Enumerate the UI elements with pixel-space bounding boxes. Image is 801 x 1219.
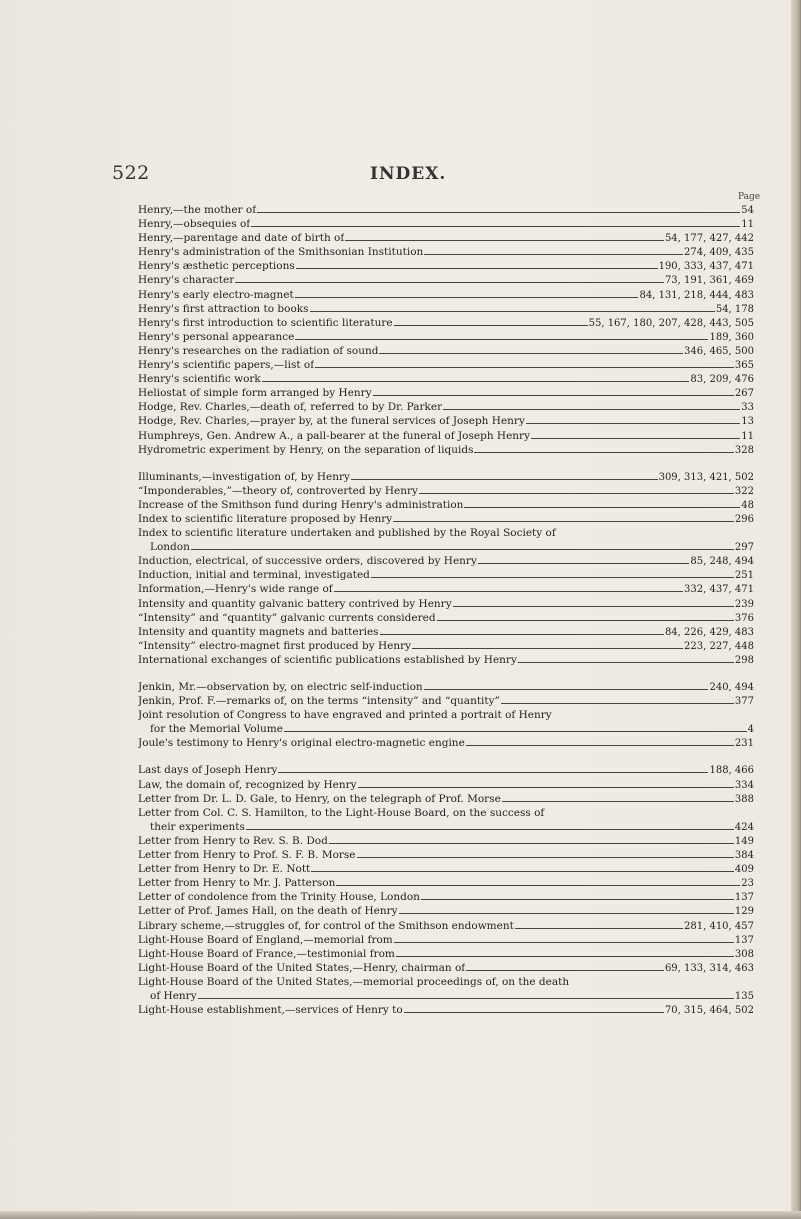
index-entry — [138, 344, 754, 358]
entry-page-numbers: 189, 360 — [709, 331, 754, 343]
entry-text: “Intensity” and “quantity” galvanic currents considered — [138, 611, 436, 624]
dot-leader — [393, 521, 734, 522]
entry-text: Henry,—the mother of — [138, 204, 257, 216]
index-entry — [138, 961, 754, 975]
dot-leader — [396, 956, 734, 957]
index-entry — [138, 414, 754, 428]
entry-continuation-text: for the Memorial Volume — [150, 723, 283, 736]
index-entry — [138, 792, 754, 806]
entry-page-numbers: 129 — [734, 906, 754, 918]
index-entry — [138, 639, 754, 653]
entry-page-numbers: 137 — [734, 934, 754, 946]
index-entry — [138, 763, 754, 777]
dot-leader — [412, 648, 683, 649]
entry-text: Joule's testimony to Henry's original electro-magnetic engine — [138, 737, 465, 750]
dot-leader — [278, 772, 708, 773]
group-separator — [138, 457, 754, 470]
dot-leader — [380, 634, 664, 635]
entry-page-numbers: 84, 131, 218, 444, 483 — [639, 289, 754, 301]
entry-page-numbers: 424 — [734, 821, 754, 833]
index-entry — [138, 512, 754, 526]
index-entries — [138, 203, 754, 1017]
entry-text: Induction, electrical, of successive orders, discovered by Henry — [138, 555, 477, 568]
entry-text: Information,—Henry's wide range of — [138, 583, 333, 596]
index-entry — [138, 1003, 754, 1017]
entry-page-numbers: 223, 227, 448 — [684, 640, 754, 652]
dot-leader — [379, 353, 683, 354]
entry-text: Light-House Board of the United States,—Henry, chairman of — [138, 961, 466, 974]
dot-leader — [453, 606, 734, 607]
index-entry — [138, 890, 754, 904]
index-entry — [138, 876, 754, 890]
entry-page-numbers: 13 — [741, 416, 754, 428]
dot-leader — [515, 928, 683, 929]
entry-page-numbers: 298 — [734, 654, 754, 666]
entry-page-numbers: 296 — [734, 513, 754, 525]
index-entry — [138, 231, 754, 245]
entry-text: International exchanges of scientific publications established by Henry — [138, 653, 517, 666]
dot-leader — [345, 240, 664, 241]
entry-page-numbers: 83, 209, 476 — [690, 374, 754, 386]
entry-text: Letter from Dr. L. D. Gale, to Henry, on the telegraph of Prof. Morse — [138, 792, 501, 805]
entry-text: Henry's first introduction to scientific literature — [138, 316, 393, 329]
index-entry — [138, 904, 754, 918]
index-entry — [138, 568, 754, 582]
dot-leader — [394, 325, 588, 326]
entry-page-numbers: 365 — [734, 360, 754, 372]
index-entry — [138, 330, 754, 344]
entry-text: Humphreys, Gen. Andrew A., a pall-bearer at the funeral of Joseph Henry — [138, 429, 531, 442]
index-entry — [138, 540, 754, 554]
entry-page-numbers: 231 — [734, 738, 754, 750]
entry-text: Letter from Henry to Mr. J. Patterson — [138, 877, 336, 890]
index-entry — [138, 302, 754, 316]
index-entry — [138, 778, 754, 792]
entry-page-numbers: 55, 167, 180, 207, 428, 443, 505 — [588, 317, 754, 329]
entry-text: Light-House establishment,—services of Henry to — [138, 1004, 403, 1017]
entry-page-numbers: 84, 226, 429, 483 — [664, 626, 754, 638]
entry-page-numbers: 11 — [741, 430, 754, 442]
entry-page-numbers: 274, 409, 435 — [684, 247, 754, 259]
entry-text: “Intensity” electro-magnet first produced by Henry — [138, 639, 412, 652]
entry-page-numbers: 239 — [734, 598, 754, 610]
page-number: 522 — [112, 162, 150, 184]
index-entry — [138, 653, 754, 667]
dot-leader — [464, 507, 740, 508]
dot-leader — [443, 409, 740, 410]
entry-text: Letter from Henry to Rev. S. B. Dod — [138, 834, 328, 847]
entry-text: Henry's administration of the Smithsonian Institution — [138, 246, 424, 259]
dot-leader — [421, 899, 734, 900]
dot-leader — [198, 998, 734, 999]
entry-text: Letter from Col. C. S. Hamilton, to the Light-House Board, on the success of — [138, 806, 545, 819]
index-letter-group — [138, 203, 754, 457]
index-entry — [138, 484, 754, 498]
dot-leader — [257, 212, 740, 213]
index-letter-group — [138, 470, 754, 667]
entry-page-numbers: 73, 191, 361, 469 — [664, 275, 754, 287]
index-letter-group — [138, 680, 754, 750]
index-entry — [138, 245, 754, 259]
entry-text: Intensity and quantity magnets and batteries — [138, 625, 379, 638]
dot-leader — [371, 577, 734, 578]
dot-leader — [466, 970, 664, 971]
index-entry — [138, 848, 754, 862]
index-entry — [138, 820, 754, 834]
index-entry — [138, 217, 754, 231]
entry-page-numbers: 70, 315, 464, 502 — [664, 1005, 754, 1017]
entry-page-numbers: 334 — [734, 779, 754, 791]
dot-leader — [295, 339, 708, 340]
entry-continuation-text: of Henry — [150, 989, 197, 1002]
index-entry — [138, 288, 754, 302]
index-entry — [138, 834, 754, 848]
entry-page-numbers: 376 — [734, 612, 754, 624]
dot-leader — [351, 479, 658, 480]
index-entry — [138, 273, 754, 287]
entry-text: Letter of condolence from the Trinity House, London — [138, 891, 420, 904]
dot-leader — [336, 885, 740, 886]
index-entry — [138, 989, 754, 1003]
entry-text: Henry,—parentage and date of birth of — [138, 232, 345, 245]
index-entry-line — [138, 526, 754, 540]
entry-page-numbers: 137 — [734, 892, 754, 904]
dot-leader — [373, 395, 734, 396]
entry-text: Light-House Board of England,—memorial from — [138, 933, 393, 946]
entry-page-numbers: 251 — [734, 570, 754, 582]
page-title: INDEX. — [370, 164, 447, 184]
dot-leader — [502, 801, 734, 802]
entry-page-numbers: 190, 333, 437, 471 — [658, 261, 754, 273]
entry-text: Hydrometric experiment by Henry, on the separation of liquids — [138, 443, 474, 456]
group-separator — [138, 750, 754, 763]
entry-page-numbers: 308 — [734, 948, 754, 960]
entry-page-numbers: 409 — [734, 864, 754, 876]
entry-text: Jenkin, Prof. F.—remarks of, on the terms “intensity” and “quantity” — [138, 695, 500, 708]
index-entry — [138, 947, 754, 961]
book-spine-edge — [791, 0, 801, 1219]
entry-text: Henry's early electro-magnet — [138, 288, 294, 301]
entry-continuation-text: their experiments — [150, 820, 245, 833]
entry-page-numbers: 346, 465, 500 — [684, 345, 754, 357]
dot-leader — [191, 549, 734, 550]
dot-leader — [357, 857, 734, 858]
entry-text: Henry's æsthetic perceptions — [138, 260, 295, 273]
entry-page-numbers: 388 — [734, 793, 754, 805]
dot-leader — [518, 662, 734, 663]
entry-text: Letter of Prof. James Hall, on the death of Henry — [138, 905, 398, 918]
dot-leader — [404, 1012, 664, 1013]
entry-page-numbers: 135 — [734, 990, 754, 1002]
entry-page-numbers: 267 — [734, 388, 754, 400]
index-entry — [138, 372, 754, 386]
dot-leader — [296, 268, 658, 269]
dot-leader — [311, 871, 734, 872]
entry-page-numbers: 54, 177, 427, 442 — [664, 233, 754, 245]
entry-text: Hodge, Rev. Charles,—prayer by, at the funeral services of Joseph Henry — [138, 415, 525, 428]
index-letter-group — [138, 763, 754, 1017]
dot-leader — [478, 563, 689, 564]
index-entry — [138, 386, 754, 400]
entry-text: Henry,—obsequies of — [138, 218, 251, 231]
index-entry — [138, 498, 754, 512]
entry-text: Induction, initial and terminal, investigated — [138, 569, 370, 582]
index-entry — [138, 919, 754, 933]
index-entry — [138, 554, 754, 568]
dot-leader — [419, 493, 734, 494]
entry-page-numbers: 322 — [734, 485, 754, 497]
index-entry — [138, 736, 754, 750]
dot-leader — [399, 913, 734, 914]
entry-text: Light-House Board of the United States,—memorial proceedings of, on the death — [138, 975, 570, 988]
dot-leader — [310, 311, 715, 312]
index-entry-line — [138, 806, 754, 820]
entry-page-numbers: 149 — [734, 835, 754, 847]
index-entry — [138, 443, 754, 457]
entry-page-numbers: 297 — [734, 542, 754, 554]
entry-page-numbers: 69, 133, 314, 463 — [664, 962, 754, 974]
entry-page-numbers: 48 — [741, 499, 754, 511]
dot-leader — [262, 381, 690, 382]
entry-text: Illuminants,—investigation of, by Henry — [138, 470, 350, 483]
dot-leader — [424, 689, 709, 690]
entry-text: Henry's scientific papers,—list of — [138, 359, 315, 372]
entry-page-numbers: 281, 410, 457 — [684, 920, 754, 932]
index-entry-line — [138, 708, 754, 722]
entry-text: Henry's first attraction to books — [138, 302, 309, 315]
entry-page-numbers: 4 — [747, 724, 754, 736]
entry-page-numbers: 54, 178 — [715, 303, 754, 315]
entry-text: Library scheme,—struggles of, for control of the Smithson endowment — [138, 919, 514, 932]
entry-page-numbers: 54 — [741, 205, 754, 216]
index-entry — [138, 429, 754, 443]
entry-page-numbers: 377 — [734, 696, 754, 708]
dot-leader — [295, 297, 639, 298]
entry-page-numbers: 23 — [741, 878, 754, 890]
dot-leader — [329, 843, 734, 844]
entry-text: Henry's scientific work — [138, 373, 261, 386]
index-entry — [138, 933, 754, 947]
entry-continuation-text: London — [150, 541, 190, 554]
entry-text: Heliostat of simple form arranged by Henry — [138, 387, 372, 400]
entry-text: Hodge, Rev. Charles,—death of, referred to by Dr. Parker — [138, 401, 443, 414]
dot-leader — [251, 226, 740, 227]
index-entry — [138, 259, 754, 273]
index-entry — [138, 582, 754, 596]
entry-text: Intensity and quantity galvanic battery contrived by Henry — [138, 597, 452, 610]
dot-leader — [424, 254, 683, 255]
dot-leader — [284, 731, 747, 732]
entry-text: Index to scientific literature proposed by Henry — [138, 512, 393, 525]
dot-leader — [246, 829, 734, 830]
index-entry — [138, 694, 754, 708]
dot-leader — [394, 942, 734, 943]
index-entry — [138, 722, 754, 736]
entry-text: Joint resolution of Congress to have engraved and printed a portrait of Henry — [138, 709, 552, 722]
entry-text: Henry's researches on the radiation of sound — [138, 344, 379, 357]
entry-text: “Imponderables,”—theory of, controverted by Henry — [138, 484, 418, 497]
dot-leader — [358, 787, 734, 788]
entry-text: Henry's personal appearance — [138, 330, 295, 343]
page-column-label: Page — [738, 192, 761, 202]
dot-leader — [315, 367, 734, 368]
dot-leader — [501, 703, 734, 704]
entry-text: Increase of the Smithson fund during Henry's administration — [138, 498, 464, 511]
index-entry — [138, 358, 754, 372]
dot-leader — [437, 620, 734, 621]
dot-leader — [526, 423, 740, 424]
page-bottom-edge — [0, 1211, 801, 1219]
entry-page-numbers: 384 — [734, 850, 754, 862]
index-entry — [138, 470, 754, 484]
index-entry — [138, 597, 754, 611]
entry-page-numbers: 328 — [734, 444, 754, 456]
entry-text: Last days of Joseph Henry — [138, 764, 278, 777]
entry-text: Letter from Henry to Dr. E. Nott — [138, 863, 311, 876]
entry-text: Law, the domain of, recognized by Henry — [138, 778, 357, 791]
entry-page-numbers: 188, 466 — [709, 765, 754, 777]
dot-leader — [474, 452, 733, 453]
index-entry-line — [138, 975, 754, 989]
dot-leader — [235, 282, 664, 283]
entry-page-numbers: 240, 494 — [709, 682, 754, 693]
index-entry — [138, 316, 754, 330]
entry-page-numbers: 11 — [741, 219, 754, 231]
dot-leader — [466, 745, 734, 746]
entry-page-numbers: 85, 248, 494 — [690, 556, 754, 568]
entry-text: Henry's character — [138, 274, 235, 287]
entry-page-numbers: 33 — [741, 402, 754, 414]
index-entry — [138, 625, 754, 639]
index-entry — [138, 862, 754, 876]
dot-leader — [334, 591, 683, 592]
entry-text: Jenkin, Mr.—observation by, on electric self-induction — [138, 681, 423, 693]
index-entry — [138, 400, 754, 414]
index-entry — [138, 680, 754, 694]
entry-page-numbers: 332, 437, 471 — [684, 584, 754, 596]
index-entry — [138, 203, 754, 217]
entry-text: Index to scientific literature undertaken and published by the Royal Society of — [138, 527, 556, 540]
dot-leader — [531, 438, 740, 439]
group-separator — [138, 667, 754, 680]
entry-text: Light-House Board of France,—testimonial from — [138, 947, 395, 960]
entry-text: Letter from Henry to Prof. S. F. B. Morse — [138, 849, 356, 862]
index-entry — [138, 611, 754, 625]
entry-page-numbers: 309, 313, 421, 502 — [658, 471, 754, 483]
